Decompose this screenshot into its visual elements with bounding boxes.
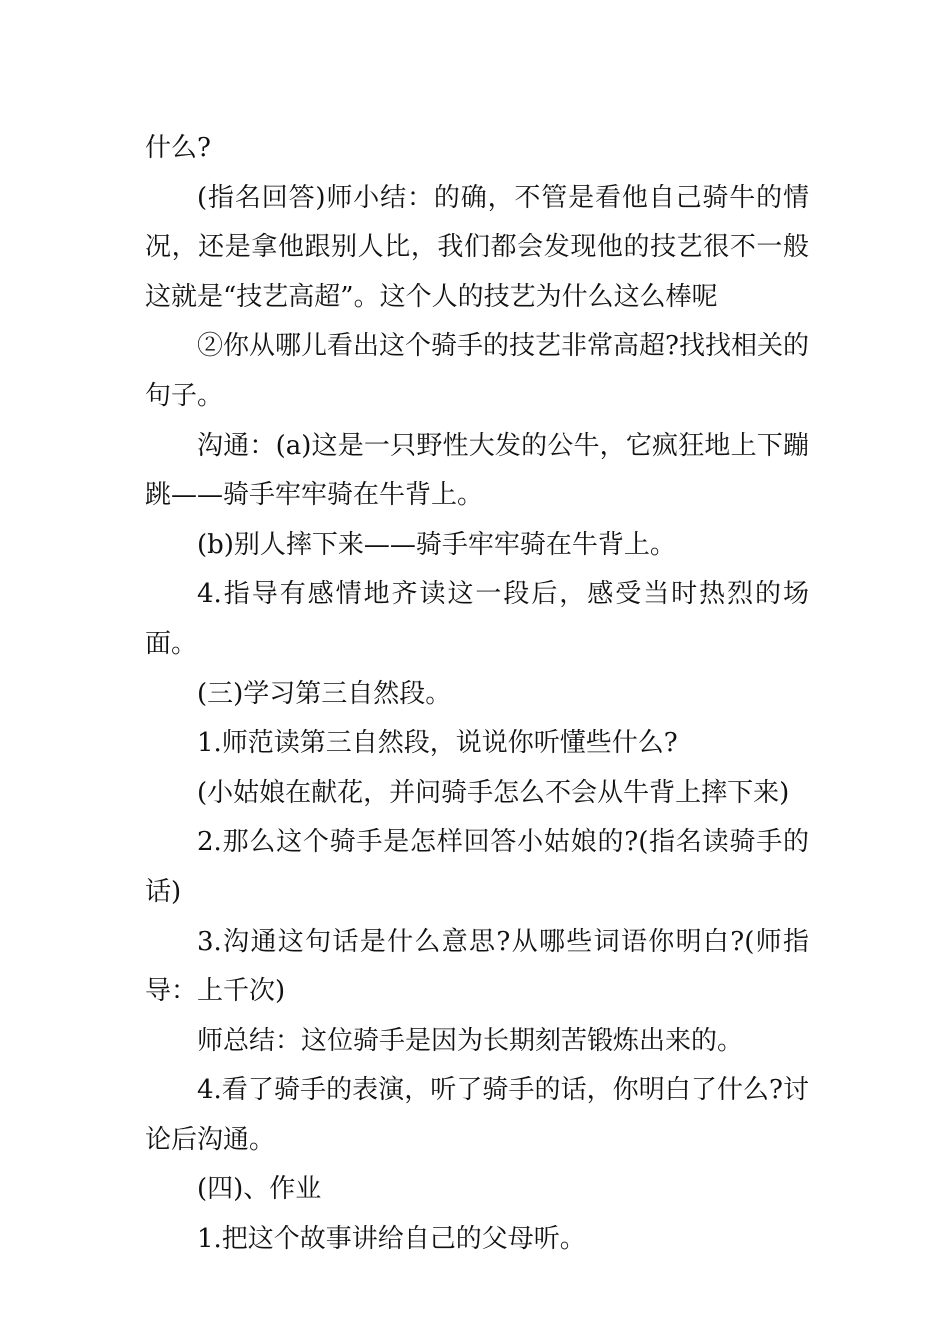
- paragraph: (小姑娘在献花，并问骑手怎么不会从牛背上摔下来): [197, 777, 790, 808]
- paragraph: 4.看了骑手的表演，听了骑手的话，你明白了什么?讨论后沟通。: [145, 1075, 809, 1155]
- paragraph: 师总结：这位骑手是因为长期刻苦锻炼出来的。: [197, 1025, 744, 1056]
- paragraph: 2.那么这个骑手是怎样回答小姑娘的?(指名读骑手的话): [145, 827, 809, 907]
- paragraph: 1.师范读第三自然段，说说你听懂些什么?: [197, 728, 678, 759]
- paragraph: 沟通：(a)这是一只野性大发的公牛，它疯狂地上下蹦跳——骑手牢牢骑在牛背上。: [145, 430, 809, 511]
- paragraph: (四)、作业: [197, 1174, 322, 1205]
- paragraph: 什么?: [145, 133, 211, 163]
- paragraph: 3.沟通这句话是什么意思?从哪些词语你明白?(师指导：上千次): [145, 926, 809, 1007]
- paragraph: 4.指导有感情地齐读这一段后，感受当时热烈的场面。: [145, 579, 809, 659]
- paragraph: 1.把这个故事讲给自己的父母听。: [197, 1224, 586, 1255]
- paragraph: (b)别人摔下来——骑手牢牢骑在牛背上。: [197, 529, 676, 560]
- paragraph: (指名回答)师小结：的确，不管是看他自己骑牛的情况，还是拿他跟别人比，我们都会发现他的技艺很不一般这就是“技艺高超”。这个人的技艺为什么这么棒呢: [145, 182, 809, 312]
- document-body: [145, 124, 809, 1265]
- paragraph: (三)学习第三自然段。: [197, 678, 452, 709]
- paragraph: ②你从哪儿看出这个骑手的技艺非常高超?找找相关的句子。: [145, 331, 809, 411]
